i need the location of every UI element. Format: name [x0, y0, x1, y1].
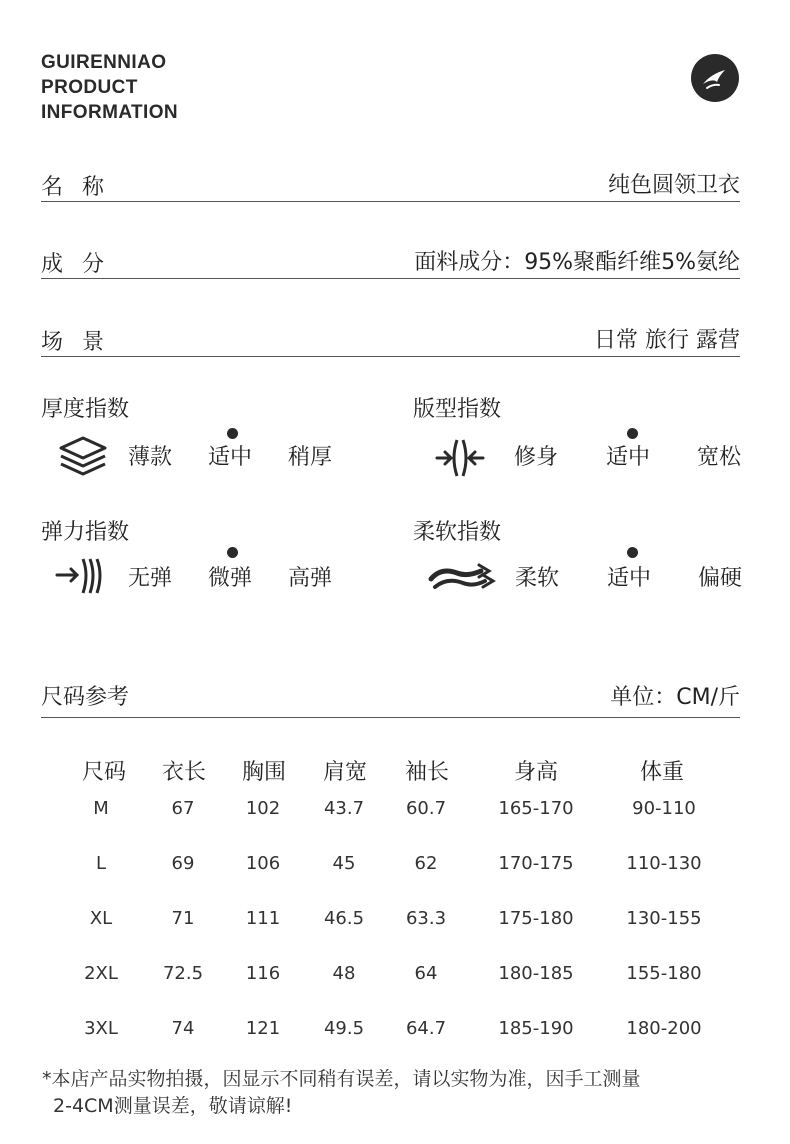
- info-value-name: 纯色圆领卫衣: [607, 173, 740, 198]
- table-cell: 63.3: [405, 908, 447, 929]
- brand-line-1: GUIRENNIAO: [41, 52, 167, 73]
- table-header: 肩宽: [322, 760, 368, 785]
- option-regular: 适中: [606, 445, 651, 470]
- table-cell: 185-190: [498, 1018, 574, 1039]
- info-label-composition: 成 分: [41, 252, 110, 277]
- divider: [41, 278, 740, 279]
- table-cell: 180-185: [498, 963, 574, 984]
- table-cell: 3XL: [84, 1018, 118, 1039]
- selected-dot: [227, 547, 238, 558]
- table-cell: 72.5: [162, 963, 204, 984]
- note-line-2: 2-4CM测量误差，敬请谅解!: [53, 1095, 293, 1117]
- table-cell: 69: [171, 853, 195, 874]
- table-cell: 111: [245, 908, 281, 929]
- table-cell: M: [93, 798, 109, 819]
- info-label-name: 名 称: [41, 175, 110, 200]
- index-title: 柔软指数: [413, 520, 502, 545]
- table-cell: 116: [245, 963, 281, 984]
- selected-dot: [627, 428, 638, 439]
- feather-soft-icon: [427, 555, 499, 599]
- option-thick: 稍厚: [288, 445, 333, 470]
- option-loose: 宽松: [697, 445, 742, 470]
- table-cell: 165-170: [498, 798, 574, 819]
- table-header: 袖长: [404, 760, 450, 785]
- table-cell: 90-110: [632, 798, 696, 819]
- brand-title: [41, 50, 178, 125]
- table-cell: 43.7: [323, 798, 365, 819]
- table-cell: 2XL: [84, 963, 118, 984]
- index-elasticity: [41, 515, 381, 605]
- index-thickness: [41, 392, 381, 482]
- option-none: 无弹: [128, 566, 173, 591]
- info-label-scene: 场 景: [41, 330, 110, 355]
- stretch-icon: [53, 555, 113, 599]
- option-stiff: 偏硬: [698, 566, 743, 591]
- option-medium: 适中: [607, 566, 652, 591]
- selected-dot: [227, 428, 238, 439]
- table-cell: 64: [414, 963, 438, 984]
- table-header: 胸围: [241, 760, 287, 785]
- table-cell: 130-155: [626, 908, 702, 929]
- option-slim: 修身: [514, 445, 559, 470]
- size-reference-header: [41, 678, 740, 718]
- measurement-note: [42, 1066, 752, 1120]
- index-fit: [413, 392, 753, 482]
- divider: [41, 201, 740, 202]
- note-line-1: *本店产品实物拍摄，因显示不同稍有误差，请以实物为准，因手工测量: [42, 1068, 641, 1090]
- info-row-scene: [41, 317, 740, 357]
- info-row-composition: [41, 239, 740, 279]
- option-slight: 微弹: [208, 566, 253, 591]
- table-cell: 64.7: [405, 1018, 447, 1039]
- table-cell: 46.5: [323, 908, 365, 929]
- table-header: 衣长: [161, 760, 207, 785]
- table-cell: 60.7: [405, 798, 447, 819]
- table-cell: L: [95, 853, 107, 874]
- fit-arrows-icon: [435, 436, 495, 480]
- option-soft: 柔软: [515, 566, 560, 591]
- table-cell: 62: [414, 853, 438, 874]
- option-thin: 薄款: [128, 445, 173, 470]
- table-cell: 110-130: [626, 853, 702, 874]
- table-cell: 49.5: [323, 1018, 365, 1039]
- table-cell: 71: [171, 908, 195, 929]
- table-cell: 170-175: [498, 853, 574, 874]
- table-cell: 67: [171, 798, 195, 819]
- table-cell: 180-200: [626, 1018, 702, 1039]
- table-cell: 48: [332, 963, 356, 984]
- table-header: 身高: [513, 760, 559, 785]
- index-title: 厚度指数: [41, 397, 130, 422]
- table-header: 体重: [639, 760, 685, 785]
- brand-line-2: PRODUCT: [41, 77, 138, 98]
- table-cell: 175-180: [498, 908, 574, 929]
- info-value-scene: 日常 旅行 露营: [594, 328, 740, 353]
- table-cell: 45: [332, 853, 356, 874]
- index-title: 版型指数: [413, 397, 502, 422]
- table-cell: 121: [245, 1018, 281, 1039]
- table-cell: 102: [245, 798, 281, 819]
- index-softness: [413, 515, 753, 605]
- index-title: 弹力指数: [41, 520, 130, 545]
- divider: [41, 356, 740, 357]
- option-high: 高弹: [288, 566, 333, 591]
- size-reference-title: 尺码参考: [41, 685, 130, 710]
- option-medium: 适中: [208, 445, 253, 470]
- layers-icon: [53, 436, 113, 480]
- table-cell: 106: [245, 853, 281, 874]
- info-row-name: [41, 162, 740, 202]
- divider: [41, 717, 740, 718]
- brand-line-3: INFORMATION: [41, 102, 179, 123]
- info-value-composition: 面料成分：95%聚酯纤维5%氨纶: [414, 250, 740, 275]
- table-cell: XL: [89, 908, 113, 929]
- table-cell: 74: [171, 1018, 195, 1039]
- bird-logo-icon: [691, 54, 739, 102]
- selected-dot: [627, 547, 638, 558]
- table-cell: 155-180: [626, 963, 702, 984]
- size-unit: 单位：CM/斤: [610, 685, 740, 710]
- table-header: 尺码: [81, 760, 127, 785]
